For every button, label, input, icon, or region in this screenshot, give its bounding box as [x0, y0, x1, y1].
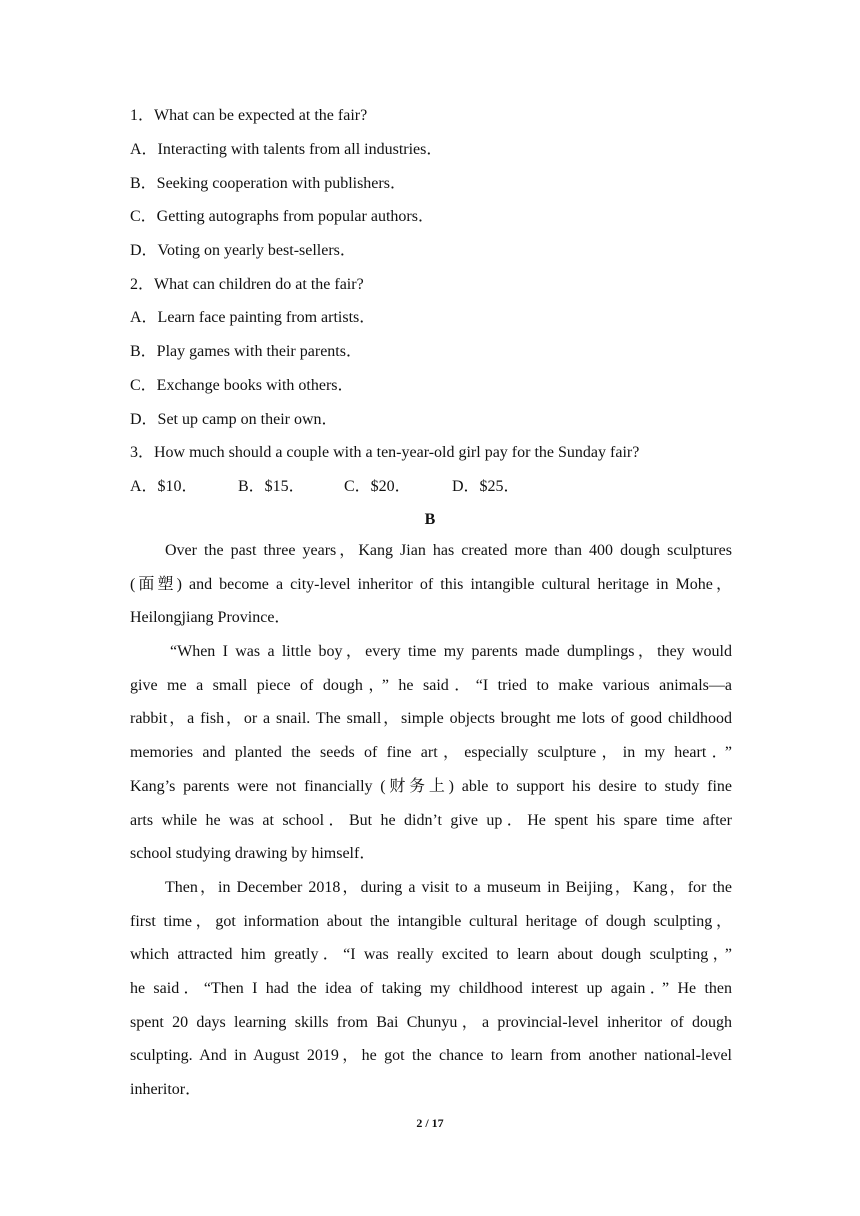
- q3-option-b: B．$15．: [238, 478, 305, 495]
- passage-line: inheritor．: [130, 1081, 202, 1098]
- passage-line: school studying drawing by himself．: [130, 845, 376, 862]
- q1-option-a: A．Interacting with talents from all industries．: [130, 141, 443, 158]
- q2-option-d: D．Set up camp on their own．: [130, 411, 338, 428]
- q2-option-c: C．Exchange books with others．: [130, 377, 354, 394]
- passage-line: rabbit，a fish，or a snail. The small，simple objects brought me lots of good childhood: [130, 710, 732, 727]
- section-heading: B: [424, 511, 436, 528]
- q2-option-b: B．Play games with their parents．: [130, 343, 362, 360]
- passage-line: Then，in December 2018，during a visit to a museum in Beijing，Kang，for the: [165, 879, 732, 896]
- passage-line: arts while he was at school．But he didn’t give up．He spent his spare time after: [130, 812, 732, 829]
- q3-option-c: C．$20．: [344, 478, 411, 495]
- q1-option-b: B．Seeking cooperation with publishers．: [130, 175, 406, 192]
- passage-line: memories and planted the seeds of fine art，especially sculpture，in my heart．”: [130, 744, 732, 761]
- passage-line: (面塑) and become a city-level inheritor of this intangible cultural heritage in Mohe，: [130, 576, 732, 593]
- question-1: 1．What can be expected at the fair?: [130, 107, 368, 124]
- q3-option-d: D．$25．: [452, 478, 520, 495]
- q1-option-d: D．Voting on yearly best-sellers．: [130, 242, 356, 259]
- q2-option-a: A．Learn face painting from artists．: [130, 309, 376, 326]
- passage-line: Heilongjiang Province．: [130, 609, 291, 626]
- q3-options: [130, 477, 520, 497]
- passage-line: he said．“Then I had the idea of taking my childhood interest up again．” He then: [130, 980, 732, 997]
- passage-line: sculpting. And in August 2019，he got the chance to learn from another national-level: [130, 1047, 732, 1064]
- passage-line: give me a small piece of dough，” he said．“I tried to make various animals—a: [130, 677, 732, 694]
- page-number: 2 / 17: [416, 1116, 444, 1130]
- passage-line: spent 20 days learning skills from Bai Chunyu，a provincial-level inheritor of dough: [130, 1014, 732, 1031]
- question-2: 2．What can children do at the fair?: [130, 276, 364, 293]
- q1-option-c: C．Getting autographs from popular authors．: [130, 208, 434, 225]
- passage-line: “When I was a little boy，every time my parents made dumplings，they would: [170, 643, 732, 660]
- passage-line: first time，got information about the intangible cultural heritage of dough sculpting，: [130, 913, 732, 930]
- passage-line: Kang’s parents were not financially (财务上) able to support his desire to study fine: [130, 778, 732, 795]
- question-3: 3．How much should a couple with a ten-year-old girl pay for the Sunday fair?: [130, 444, 640, 461]
- passage-line: which attracted him greatly．“I was really excited to learn about dough sculpting，”: [130, 946, 732, 963]
- q3-option-a: A．$10．: [130, 478, 198, 495]
- passage-line: Over the past three years，Kang Jian has created more than 400 dough sculptures: [165, 542, 732, 559]
